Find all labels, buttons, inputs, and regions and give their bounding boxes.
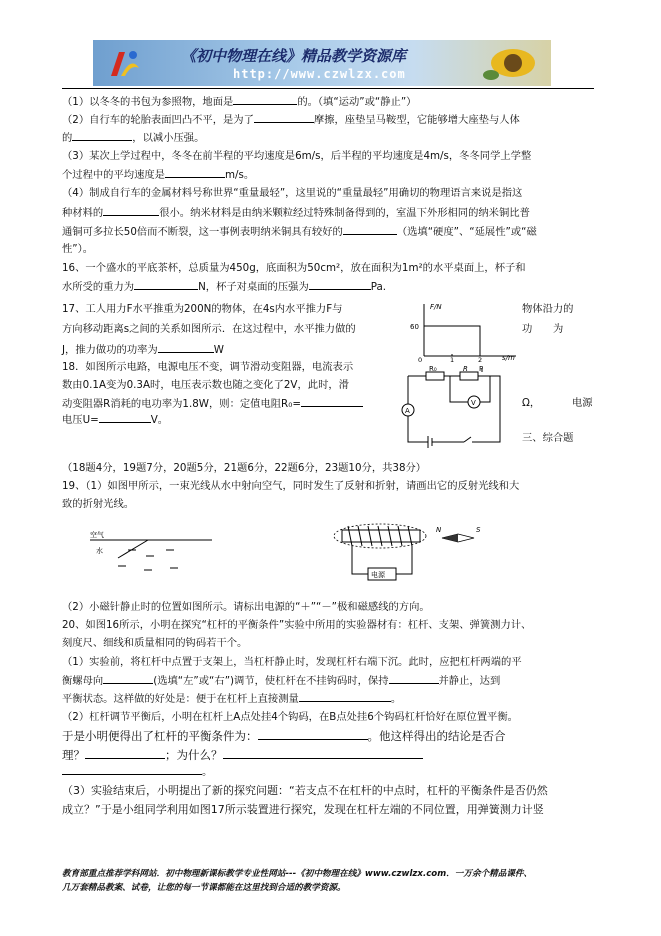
circuit-P-label: P [479,365,484,373]
text: 17、工人用力F水平推重为200N的物体，在4s内水平推力F与 [62,303,343,315]
blank [85,748,165,759]
site-logo-icon [107,46,141,80]
air-water-figure [88,528,216,578]
text: 成立？”于是小组同学利用如图17所示装置进行探究，发现在杠杆左端的不同位置，用弹簧测力计竖 [62,803,544,816]
text: 平衡状态。这样做的好处是：便于在杠杆上直接测量 [62,693,299,705]
text: ，以减小压强。 [132,132,205,144]
text: （2）小磁针静止时的位置如图所示。请标出电源的“＋”“－”极和磁感线的方向。 [62,601,430,613]
q20-3b [62,803,544,817]
circuit-R-label: R [463,365,468,373]
force-distance-graph [404,300,522,362]
q20-1b [62,673,500,688]
blank [103,673,153,684]
blank [158,342,214,353]
ammeter-label: A [405,407,410,415]
q17b-r1 [522,322,532,336]
q19b [62,497,134,511]
text: （2）自行车的轮胎表面凹凸不平，是为了 [62,114,254,126]
blank [301,396,363,407]
text: 于是小明便得出了杠杆的平衡条件为： [62,729,258,743]
q18d [62,412,168,427]
text: 动变阻器R消耗的电功率为1.8W，则：定值电阻R₀= [62,398,301,410]
blank [134,279,198,290]
text: （3）某次上学过程中，冬冬在前半程的平均速度是6m/s，后半程的平均速度是4m/s，冬冬同学上学整 [62,150,532,162]
q19 [62,479,519,493]
graph-x1: 1 [450,356,455,362]
q15-2 [62,112,520,127]
text: 摩擦，座垫呈马鞍型，它能够增大座垫与人体 [313,114,520,126]
text: 个过程中的平均速度是 [62,169,165,181]
text: N，杯子对桌面的压强为 [198,281,309,293]
text: 功 [522,323,533,335]
q17b [62,322,356,336]
q15-4b [62,205,530,220]
q18c [62,396,363,411]
circuit-R0-label: R₀ [429,365,437,373]
needle-N-label: N [436,526,442,534]
graph-xlabel: s/m [502,354,515,362]
air-label: 空气 [90,531,104,539]
graph-y60: 60 [410,323,419,331]
text: W [213,344,224,356]
q17b-r2 [553,322,563,336]
q15-4c [62,224,537,239]
blank [254,112,314,123]
header-rule [62,88,594,89]
q15-4 [62,186,522,200]
blank [103,205,159,216]
sunflower-icon [481,43,545,83]
footer-line-2: 几万套精品教案、试卷，让您的每一节课都能在这里找到合适的教学资源。 [62,883,346,893]
text: 20、如图16所示，小明在探究“杠杆的平衡条件”实验中所用的实验器材有：杠杆、支架、弹簧测力计、 [62,619,532,631]
q20-3 [62,784,548,798]
power-label: 电源 [371,571,385,579]
text: 19、（1）如图甲所示，一束光线从水中射向空气，同时发生了反射和折射，请画出它的反射光线和大 [62,480,520,492]
text: 18．如图所示电路，电源电压不变，调节滑动变阻器，电流表示 [62,361,354,373]
text: 电源 [572,397,593,409]
q15-4d [62,242,93,256]
graph-x2: 2 [478,356,483,362]
voltmeter-label: V [471,399,476,407]
graph-ylabel: F/N [430,303,442,311]
solenoid-figure [330,518,490,582]
graph-x0: 0 [418,356,423,362]
text: 三、综合题 [522,432,574,444]
blank [62,764,202,775]
text: 16、一个盛水的平底茶杯，总质量为450g，底面积为50cm²，放在面积为1m²的水平桌面上，杯子和 [62,262,526,274]
text: （4）制成自行车的金属材料号称世界“重量最轻”，这里说的“重量最轻”用确切的物理语言来说是指这 [62,187,523,199]
text: 很小。纳米材料是由纳米颗粒经过特殊制备得到的，室温下外形相同的纳米铜比普 [159,207,530,219]
text: 物体沿力的 [522,303,574,315]
blank [258,729,368,740]
needle-S-label: S [476,526,481,534]
text: 种材料的 [62,207,104,219]
q20-2d [62,764,212,779]
text: 电压U= [62,414,99,426]
q18 [62,360,353,374]
score-line [62,461,426,475]
blank [72,130,132,141]
q20-2 [62,710,518,724]
blank [99,412,151,423]
q20-1 [62,655,522,669]
q18c-r1 [522,396,540,410]
q15-1 [62,94,416,109]
text: 致的折射光线。 [62,498,135,510]
blank [299,691,391,702]
text: (选填“左”或“右”)调节，使杠杆在不挂钩码时，保持 [153,675,389,687]
text: （1）以冬冬的书包为参照物，地面是 [62,96,234,108]
text: 衡螺母向 [62,675,104,687]
text: 理？ [62,748,85,762]
text: 并静止，达到 [438,675,501,687]
text: J，推力做功的功率为 [62,344,158,356]
text: （选填“硬度”、“延展性”或“磁 [396,226,537,238]
text: 水所受的重力为 [62,281,135,293]
blank [309,279,371,290]
water-label: 水 [96,547,103,555]
text: V。 [150,414,169,426]
text: 为 [553,323,564,335]
text: 的 [62,132,73,144]
text: Pa. [370,281,387,293]
q15-2b [62,130,204,145]
text: ；为什么？ [165,748,223,762]
q20-2b [62,729,506,743]
blank [233,94,297,105]
blank [165,167,225,178]
text: （2）杠杆调节平衡后，小明在杠杆上A点处挂4个钩码，在B点处挂6个钩码杠杆恰好在原位置平衡。 [62,711,518,723]
header-banner [93,40,551,86]
text: 。 [202,766,213,778]
text: 刻度尺、细线和质量相同的钩码若干个。 [62,637,248,649]
text: （1）实验前，将杠杆中点置于支架上，当杠杆静止时，发现杠杆右端下沉。此时，应把杠杆两端的平 [62,656,522,668]
text: 性”）。 [62,243,94,255]
banner-url: http://www.czwlzx.com [233,67,406,81]
text: 。 [390,693,402,705]
banner-title: 《初中物理在线》精品教学资源库 [181,47,407,65]
text: 。他这样得出的结论是否合 [367,729,506,743]
q17c [62,342,224,357]
blank [343,224,397,235]
q15-3b [62,167,254,182]
q17 [62,302,342,316]
blank [223,748,423,759]
text: Ω， [522,397,541,409]
text: （18题4分，19题7分，20题5分，21题6分，22题6分，23题10分，共38分） [62,462,427,474]
q20-1c [62,691,401,706]
q20-2c [62,748,423,762]
q16 [62,261,526,275]
text: （3）实验结束后，小明提出了新的探究问题：“若支点不在杠杆的中点时，杠杆的平衡条件是否仍然 [62,784,548,797]
q18c-r2 [572,396,593,410]
text: m/s。 [224,169,255,181]
section-3-title [522,431,573,445]
blank [389,673,439,684]
circuit-diagram [398,364,510,452]
q15-3 [62,149,531,163]
footer-line-1: 教育部重点推荐学科网站．初中物理新课标教学专业性网站---《初中物理在线》www.czwlzx.com．一万余个精品课件、 [62,869,533,879]
q20 [62,618,531,632]
q16b [62,279,386,294]
q17-right [522,302,573,316]
text: 通铜可多拉长50倍而不断裂，这一事例表明纳米铜具有较好的 [62,226,343,238]
q20b [62,636,247,650]
text: 方向移动距离s之间的关系如图所示．在这过程中，水平推力做的 [62,323,356,335]
text: 数由0.1A变为0.3A时，电压表示数也随之变化了2V，此时，滑 [62,379,349,391]
q19c [62,600,430,614]
q18b [62,378,349,392]
text: 的。（填“运动”或“静止”） [297,96,417,108]
